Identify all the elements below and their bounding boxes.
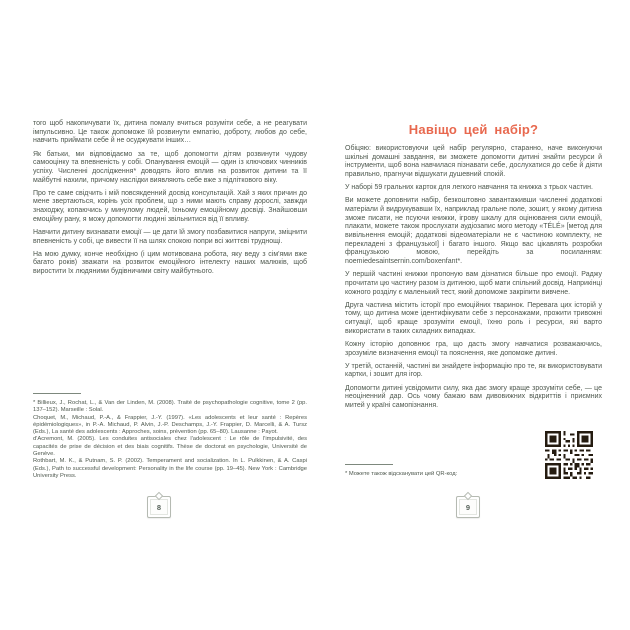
left-page: [33, 120, 307, 540]
page-number-badge: [147, 496, 171, 518]
paragraph: Допомогти дитині усвідомити силу, яка дає змогу краще зрозуміти себе, — це неоціненний дар. Ось чому бажаю вам дивовижних відкриттів і приємних митей у країні самопізнання.: [345, 384, 602, 409]
footnote-qr-caption: * Можете також відсканувати цей QR-код:: [345, 471, 458, 477]
footnote-reference: * Billieux, J., Rochat, L., & Van der Linden, M. (2008). Traité de psychopathologie cognitive, tome 2 (pp. 137–152). Marseille : Solal.: [33, 400, 307, 414]
footnote-divider: [345, 464, 393, 465]
paragraph: того щоб накопичувати їх, дитина помалу вчиться розуміти себе, а не реагувати імпульсивно. Це також допоможе їй розвинути емпатію, доброту, любов до себе, навчить приймати себе й не осуджувати інших…: [33, 120, 307, 145]
paragraph: Ви можете доповнити набір, безкоштовно завантаживши численні додаткові матеріали й видрукувавши їх, наприклад гральне поле, зошит, у якому дитина зможе писати, не псуючи книжки, ігрову шкалу для оцінювання сили емоцій, плакати, можете також прослухати аудіозапис мого методу «TÉLÉ» [метод для вивільнення емоцій; додаткові відеоматеріали не є частиною комплекту, не перекладені з французької] і багато іншого. Якщо вас цікавлять розробки французькою мовою, перейдіть за посиланням: noemiedesaintsernin.com/boxenfant*.: [345, 197, 602, 266]
page-number-badge: [456, 496, 480, 518]
page-number: 8: [156, 502, 162, 512]
left-page-body: [33, 120, 307, 277]
footnote-reference: Rothbart, M. K., & Putnam, S. P. (2002). Temperament and socialization. In L. Pulkkinen, & A. Caspi (Eds.), Path to successful development: Personality in the life course (pp. 19–45). New York : Cambridge University Press.: [33, 458, 307, 479]
paragraph: Друга частина містить історії про емоційних тваринок. Перевага цих історій у тому, що дитина може ідентифікувати себе з персонажами, прожити тривожні ситуації, щоб краще зрозуміти емоції, їхню роль і ресурси, які варто використати в таких складних випадках.: [345, 301, 602, 335]
footnote-reference: Choquet, M., Michaud, P.-A., & Frappier, J.-Y. (1997). «Les adolescents et leur santé : Repères épidémiologiques», in P.-A. Michaud, P. Alvin, J.-P. Deschamps, J.-Y. Frappier, D. Marcelli, & A. Tursz (Eds.), La santé des adolescents : Approches, soins, prévention (pp. 65–80). Lausanne : Payot.: [33, 414, 307, 436]
paragraph: Кожну історію доповнює гра, що дасть змогу навчатися розважаючись, зрозуміле визначення емоції та пояснення, яке допоможе дитині.: [345, 340, 602, 357]
footnote-divider: [33, 393, 81, 394]
right-page: [345, 122, 602, 542]
paragraph: Обіцяю: використовуючи цей набір регулярно, старанно, наче виконуючи шкільні домашні завдання, ви зможете допомогти дитині знайти ресурси й інструменти, щоб вона навчилася пізнавати себе, дослухатися до себе й діяти правильно, прагнучи відшукати душевний спокій.: [345, 145, 602, 179]
page-number: 9: [465, 502, 471, 512]
right-page-body: [345, 145, 602, 411]
qr-code-icon: [545, 430, 593, 480]
paragraph: У наборі 59 гральних карток для легкого навчання та книжка з трьох частин.: [345, 184, 593, 192]
paragraph: У третій, останній, частині ви знайдете інформацію про те, як використовувати картки, і зошит для ігор.: [345, 362, 602, 379]
paragraph: Як батьки, ми відповідаємо за те, щоб допомогти дітям розвинути чудову самооцінку та впевненість у собі. Опанування емоцій — один із ключових чинників успіху. Численні дослідження* доводять його вплив на розвиток дитини та її майбутні нахили, причому наслідки виявляють себе вже з підліткового віку.: [33, 150, 307, 184]
paragraph: На мою думку, конче необхідно (і цим мотивована робота, яку веду з сім'ями вже багато років) зважати на розвиток емоційного інтелекту наших малюків, щоб виростити їх людяними будівничими світу майбутнього.: [33, 250, 307, 276]
page-title: Навіщо цей набір?: [408, 122, 539, 137]
paragraph: У першій частині книжки пропоную вам дізнатися більше про емоції. Раджу прочитати цю частину разом із дитиною, щоб мати спільний досвід. Наприкінці кожного розділу є маленький тест, який допоможе закріпити вивчене.: [345, 271, 602, 296]
footnote-reference: d'Acremont, M. (2005). Les conduites antisociales chez l'adolescent : Le rôle de l'impulsivité, des capacités de prise de décision et des biais cognitifs. Thèse de doctorat en psychologie, Université de Genève.: [33, 436, 307, 458]
paragraph: Навчити дитину визнавати емоції — це дати їй змогу позбавитися напруги, зміцнити впевненість у собі, це вивести її на шлях спокою попри всі життєві труднощі.: [33, 228, 307, 245]
footnote-references: [33, 400, 307, 480]
paragraph: Про те саме свідчить і мій повсякденний досвід консультацій. Хай з яких причин до мене звертаються, корінь усіх проблем, що з ними мають справу дорослі, завжди знаходжу, копаючись у минулому людей, їхньому емоційному досвіді. Знайшовши емоційну рану, я можу допомогти людині звільнитися від її впливу.: [33, 189, 307, 223]
